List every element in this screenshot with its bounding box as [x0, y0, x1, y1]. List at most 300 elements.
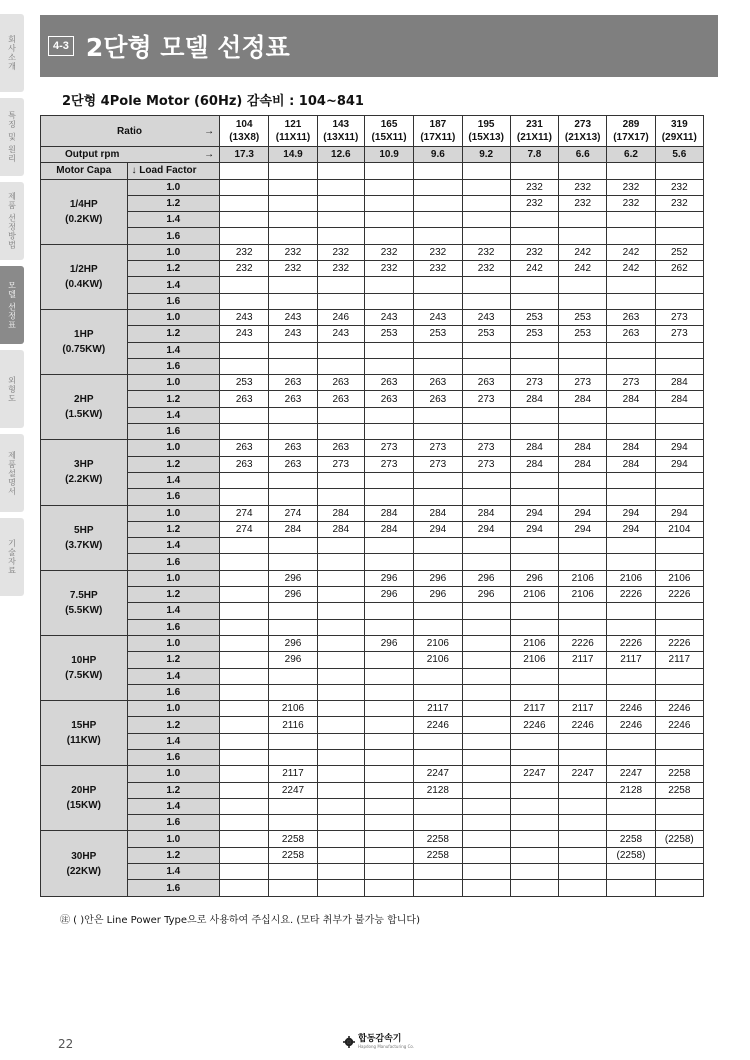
- model-cell: [510, 864, 558, 880]
- model-cell: [510, 733, 558, 749]
- model-cell: [655, 749, 703, 765]
- model-cell: 2106: [414, 652, 462, 668]
- model-cell: [655, 277, 703, 293]
- model-cell: [559, 619, 607, 635]
- model-cell: 2258: [607, 831, 655, 847]
- model-cell: [269, 293, 317, 309]
- model-cell: [510, 554, 558, 570]
- table-row: [41, 766, 704, 782]
- model-cell: [510, 342, 558, 358]
- model-cell: [462, 603, 510, 619]
- model-cell: [655, 847, 703, 863]
- model-cell: [462, 472, 510, 488]
- model-cell: 273: [655, 309, 703, 325]
- sidebar-tab[interactable]: [0, 266, 24, 344]
- model-cell: [607, 815, 655, 831]
- model-cell: [220, 424, 269, 440]
- model-cell: 284: [607, 440, 655, 456]
- model-cell: 232: [510, 244, 558, 260]
- model-cell: [655, 798, 703, 814]
- gear-combo: (29X11): [661, 132, 697, 143]
- model-cell: [364, 472, 413, 488]
- model-cell: [607, 342, 655, 358]
- model-cell: 253: [559, 326, 607, 342]
- model-cell: [510, 831, 558, 847]
- model-cell: 232: [607, 195, 655, 211]
- model-cell: [364, 293, 413, 309]
- model-cell: 243: [317, 326, 364, 342]
- ratio-label: Ratio: [117, 125, 143, 137]
- model-cell: [462, 717, 510, 733]
- model-cell: 263: [269, 391, 317, 407]
- ratio-cell: [655, 116, 703, 147]
- sidebar-tab-label: 기술자료: [7, 539, 17, 575]
- model-cell: [364, 847, 413, 863]
- model-cell: [462, 668, 510, 684]
- model-cell: [269, 212, 317, 228]
- model-cell: [414, 798, 462, 814]
- model-cell: [269, 798, 317, 814]
- model-cell: 273: [559, 375, 607, 391]
- model-cell: [220, 603, 269, 619]
- model-cell: [364, 684, 413, 700]
- model-cell: [269, 342, 317, 358]
- model-cell: [414, 733, 462, 749]
- model-cell: 232: [317, 261, 364, 277]
- model-cell: [220, 212, 269, 228]
- model-cell: [607, 407, 655, 423]
- model-cell: 2226: [607, 635, 655, 651]
- model-cell: 2106: [269, 701, 317, 717]
- load-factor-cell: 1.6: [127, 358, 220, 374]
- model-cell: [317, 587, 364, 603]
- load-factor-cell: 1.0: [127, 831, 220, 847]
- model-cell: 232: [655, 195, 703, 211]
- model-cell: [462, 424, 510, 440]
- model-cell: 284: [510, 391, 558, 407]
- model-cell: [414, 880, 462, 896]
- model-cell: 294: [559, 521, 607, 537]
- model-cell: [655, 358, 703, 374]
- model-cell: 273: [364, 440, 413, 456]
- gear-combo: (17X17): [613, 132, 649, 143]
- table-row: [41, 358, 704, 374]
- model-cell: 243: [220, 309, 269, 325]
- model-cell: [269, 358, 317, 374]
- model-cell: [317, 701, 364, 717]
- model-cell: 2258: [269, 847, 317, 863]
- model-cell: 294: [510, 521, 558, 537]
- table-row: [41, 391, 704, 407]
- motor-hp: 30HP: [71, 850, 97, 862]
- ratio-cell: [462, 116, 510, 147]
- motor-capa-cell: [41, 440, 128, 505]
- sidebar-tab-label: 모델 선정표: [7, 280, 17, 330]
- load-factor-cell: 1.4: [127, 733, 220, 749]
- empty-cell: [510, 163, 558, 179]
- table-row: [41, 472, 704, 488]
- model-cell: 284: [607, 456, 655, 472]
- model-cell: [220, 766, 269, 782]
- empty-cell: [655, 163, 703, 179]
- model-cell: [607, 554, 655, 570]
- model-cell: 263: [269, 440, 317, 456]
- model-cell: 296: [269, 570, 317, 586]
- empty-cell: [317, 163, 364, 179]
- table-row: [41, 277, 704, 293]
- table-row: [41, 228, 704, 244]
- model-cell: [559, 733, 607, 749]
- model-cell: [414, 407, 462, 423]
- model-cell: [317, 733, 364, 749]
- model-cell: 2117: [510, 701, 558, 717]
- motor-kw: (0.2KW): [65, 213, 103, 225]
- model-cell: [317, 831, 364, 847]
- model-cell: [607, 798, 655, 814]
- model-cell: [364, 407, 413, 423]
- model-cell: 263: [269, 456, 317, 472]
- gear-combo: (13X8): [229, 132, 260, 143]
- model-cell: 263: [364, 375, 413, 391]
- model-cell: 274: [220, 505, 269, 521]
- model-cell: 273: [462, 456, 510, 472]
- model-cell: 294: [607, 521, 655, 537]
- motor-capa-cell: [41, 635, 128, 700]
- model-cell: [269, 472, 317, 488]
- model-cell: 232: [462, 261, 510, 277]
- model-cell: 232: [220, 261, 269, 277]
- model-cell: [559, 538, 607, 554]
- model-cell: [414, 538, 462, 554]
- model-cell: [269, 733, 317, 749]
- model-cell: 284: [559, 456, 607, 472]
- model-cell: [414, 342, 462, 358]
- load-factor-cell: 1.6: [127, 684, 220, 700]
- model-cell: 2246: [510, 717, 558, 733]
- model-cell: 273: [414, 456, 462, 472]
- ratio-cell: [220, 116, 269, 147]
- motor-capa-cell: [41, 570, 128, 635]
- model-cell: [220, 538, 269, 554]
- model-cell: [269, 815, 317, 831]
- model-cell: [462, 635, 510, 651]
- model-cell: [607, 684, 655, 700]
- empty-cell: [559, 163, 607, 179]
- gear-icon: [343, 1036, 355, 1048]
- table-row: [41, 880, 704, 896]
- motor-kw: (22KW): [66, 865, 101, 877]
- load-factor-cell: 1.4: [127, 668, 220, 684]
- ratio-value: 289: [622, 119, 640, 130]
- model-cell: 232: [317, 244, 364, 260]
- model-cell: [655, 538, 703, 554]
- model-cell: 273: [607, 375, 655, 391]
- model-cell: 232: [364, 244, 413, 260]
- load-factor-cell: 1.4: [127, 472, 220, 488]
- model-cell: 263: [317, 375, 364, 391]
- load-factor-cell: 1.6: [127, 554, 220, 570]
- model-cell: [607, 538, 655, 554]
- model-cell: [559, 847, 607, 863]
- model-cell: 262: [655, 261, 703, 277]
- model-cell: [655, 424, 703, 440]
- load-factor-cell: 1.4: [127, 864, 220, 880]
- rpm-cell: 6.2: [607, 147, 655, 163]
- empty-cell: [414, 163, 462, 179]
- model-cell: [220, 407, 269, 423]
- model-cell: (2258): [655, 831, 703, 847]
- model-cell: [364, 782, 413, 798]
- gear-combo: (15X11): [371, 132, 407, 143]
- load-factor-cell: 1.2: [127, 847, 220, 863]
- sidebar-tab[interactable]: [0, 98, 24, 176]
- model-cell: [655, 619, 703, 635]
- model-cell: 253: [462, 326, 510, 342]
- model-cell: [269, 864, 317, 880]
- table-row: [41, 179, 704, 195]
- model-cell: 243: [414, 309, 462, 325]
- model-cell: 284: [607, 391, 655, 407]
- model-cell: [269, 668, 317, 684]
- sidebar-tab[interactable]: [0, 434, 24, 512]
- model-cell: [462, 179, 510, 195]
- model-cell: [462, 766, 510, 782]
- sidebar-tab-label: 외형도: [7, 375, 17, 403]
- model-cell: 274: [220, 521, 269, 537]
- model-cell: [655, 733, 703, 749]
- output-rpm-row: [41, 147, 704, 163]
- logo-text: 합동감속기: [358, 1034, 402, 1044]
- model-cell: [462, 815, 510, 831]
- load-factor-cell: 1.2: [127, 195, 220, 211]
- model-cell: [462, 407, 510, 423]
- model-cell: 232: [269, 244, 317, 260]
- model-cell: [510, 782, 558, 798]
- sidebar-tab[interactable]: [0, 182, 24, 260]
- ratio-cell: [364, 116, 413, 147]
- table-row: [41, 456, 704, 472]
- model-cell: 2128: [607, 782, 655, 798]
- ratio-value: 273: [574, 119, 592, 130]
- model-cell: [559, 228, 607, 244]
- rpm-cell: 9.6: [414, 147, 462, 163]
- model-cell: [269, 554, 317, 570]
- model-cell: 294: [462, 521, 510, 537]
- model-cell: 253: [414, 326, 462, 342]
- ratio-cell: [269, 116, 317, 147]
- model-cell: 253: [364, 326, 413, 342]
- model-cell: [220, 798, 269, 814]
- load-factor-cell: 1.2: [127, 521, 220, 537]
- model-cell: 284: [655, 391, 703, 407]
- model-cell: 232: [414, 244, 462, 260]
- model-cell: [414, 179, 462, 195]
- model-cell: [607, 733, 655, 749]
- model-cell: 273: [364, 456, 413, 472]
- model-cell: [655, 212, 703, 228]
- load-factor-cell: 1.0: [127, 635, 220, 651]
- model-cell: 2117: [559, 701, 607, 717]
- model-cell: [607, 880, 655, 896]
- model-cell: 296: [414, 570, 462, 586]
- table-row: [41, 587, 704, 603]
- table-row: [41, 603, 704, 619]
- table-row: [41, 407, 704, 423]
- model-cell: [462, 847, 510, 863]
- table-row: [41, 244, 704, 260]
- model-cell: [414, 358, 462, 374]
- rpm-cell: 12.6: [317, 147, 364, 163]
- model-cell: 296: [269, 652, 317, 668]
- model-cell: [364, 798, 413, 814]
- model-cell: 263: [414, 375, 462, 391]
- motor-hp: 1/4HP: [69, 198, 98, 210]
- model-cell: [607, 489, 655, 505]
- model-cell: 2247: [414, 766, 462, 782]
- model-cell: [364, 652, 413, 668]
- model-cell: [510, 668, 558, 684]
- gear-combo: (15X13): [468, 132, 504, 143]
- model-cell: [317, 554, 364, 570]
- motor-hp: 5HP: [74, 524, 94, 536]
- model-cell: 294: [655, 440, 703, 456]
- model-cell: [220, 619, 269, 635]
- model-cell: 296: [269, 635, 317, 651]
- table-row: [41, 538, 704, 554]
- model-cell: [414, 228, 462, 244]
- model-cell: [559, 684, 607, 700]
- model-cell: [317, 782, 364, 798]
- model-cell: [269, 603, 317, 619]
- model-cell: [655, 342, 703, 358]
- model-cell: [559, 489, 607, 505]
- load-factor-cell: 1.2: [127, 587, 220, 603]
- model-cell: [317, 489, 364, 505]
- load-factor-cell: 1.0: [127, 570, 220, 586]
- model-cell: [364, 228, 413, 244]
- model-cell: [414, 212, 462, 228]
- model-cell: [655, 603, 703, 619]
- model-cell: [559, 554, 607, 570]
- model-cell: 232: [510, 195, 558, 211]
- capa-header-row: [41, 163, 704, 179]
- table-row: [41, 798, 704, 814]
- model-cell: 263: [607, 309, 655, 325]
- model-cell: [655, 864, 703, 880]
- ratio-cell: [559, 116, 607, 147]
- model-cell: [510, 815, 558, 831]
- model-cell: [607, 864, 655, 880]
- model-cell: 284: [317, 521, 364, 537]
- model-cell: 284: [559, 440, 607, 456]
- model-cell: [317, 864, 364, 880]
- model-cell: [364, 864, 413, 880]
- model-cell: [510, 684, 558, 700]
- motor-hp: 20HP: [71, 785, 97, 797]
- load-factor-cell: 1.2: [127, 261, 220, 277]
- gear-combo: (17X11): [420, 132, 456, 143]
- model-cell: [655, 472, 703, 488]
- model-cell: [317, 570, 364, 586]
- load-factor-cell: 1.0: [127, 179, 220, 195]
- model-cell: 232: [364, 261, 413, 277]
- model-cell: [220, 277, 269, 293]
- model-cell: [364, 880, 413, 896]
- model-cell: 243: [364, 309, 413, 325]
- model-cell: [414, 619, 462, 635]
- empty-cell: [607, 163, 655, 179]
- model-cell: [317, 277, 364, 293]
- model-cell: 284: [559, 391, 607, 407]
- model-cell: [220, 472, 269, 488]
- model-cell: 2258: [269, 831, 317, 847]
- load-factor-cell: 1.2: [127, 391, 220, 407]
- model-cell: [220, 880, 269, 896]
- model-cell: [462, 733, 510, 749]
- model-cell: [607, 293, 655, 309]
- model-cell: 296: [462, 587, 510, 603]
- model-cell: 232: [269, 261, 317, 277]
- ratio-cell: [607, 116, 655, 147]
- model-cell: [317, 766, 364, 782]
- section-sidebar: [0, 14, 24, 602]
- model-cell: 294: [510, 505, 558, 521]
- sidebar-tab-label: 제품설명서: [7, 450, 17, 496]
- sidebar-tab[interactable]: [0, 14, 24, 92]
- model-cell: [364, 424, 413, 440]
- model-cell: [317, 619, 364, 635]
- model-cell: [220, 195, 269, 211]
- load-factor-cell: 1.6: [127, 749, 220, 765]
- rpm-cell: 10.9: [364, 147, 413, 163]
- model-cell: [607, 212, 655, 228]
- load-factor-cell: 1.0: [127, 244, 220, 260]
- model-cell: 2106: [559, 587, 607, 603]
- sidebar-tab[interactable]: [0, 518, 24, 596]
- model-cell: 2226: [559, 635, 607, 651]
- model-cell: [220, 228, 269, 244]
- model-cell: [462, 554, 510, 570]
- model-cell: [655, 228, 703, 244]
- model-cell: [462, 293, 510, 309]
- model-cell: 2246: [655, 717, 703, 733]
- motor-kw: (5.5KW): [65, 604, 103, 616]
- model-cell: [317, 212, 364, 228]
- model-cell: [510, 538, 558, 554]
- model-cell: [317, 358, 364, 374]
- model-cell: [655, 815, 703, 831]
- model-cell: [510, 407, 558, 423]
- table-row: [41, 489, 704, 505]
- load-factor-cell: 1.0: [127, 309, 220, 325]
- table-row: [41, 733, 704, 749]
- table-row: [41, 342, 704, 358]
- sidebar-tab[interactable]: [0, 350, 24, 428]
- load-factor-cell: 1.6: [127, 489, 220, 505]
- model-cell: [462, 684, 510, 700]
- model-cell: [220, 179, 269, 195]
- model-cell: [462, 619, 510, 635]
- load-factor-cell: 1.2: [127, 456, 220, 472]
- table-row: [41, 440, 704, 456]
- model-cell: [364, 179, 413, 195]
- footnote: ㊟ ( )안은 Line Power Type으로 사용하여 주십시요. (모타 취부가 불가능 합니다): [60, 915, 420, 926]
- model-cell: 263: [607, 326, 655, 342]
- model-cell: 2106: [510, 635, 558, 651]
- model-cell: 2247: [607, 766, 655, 782]
- table-row: [41, 195, 704, 211]
- model-cell: [510, 228, 558, 244]
